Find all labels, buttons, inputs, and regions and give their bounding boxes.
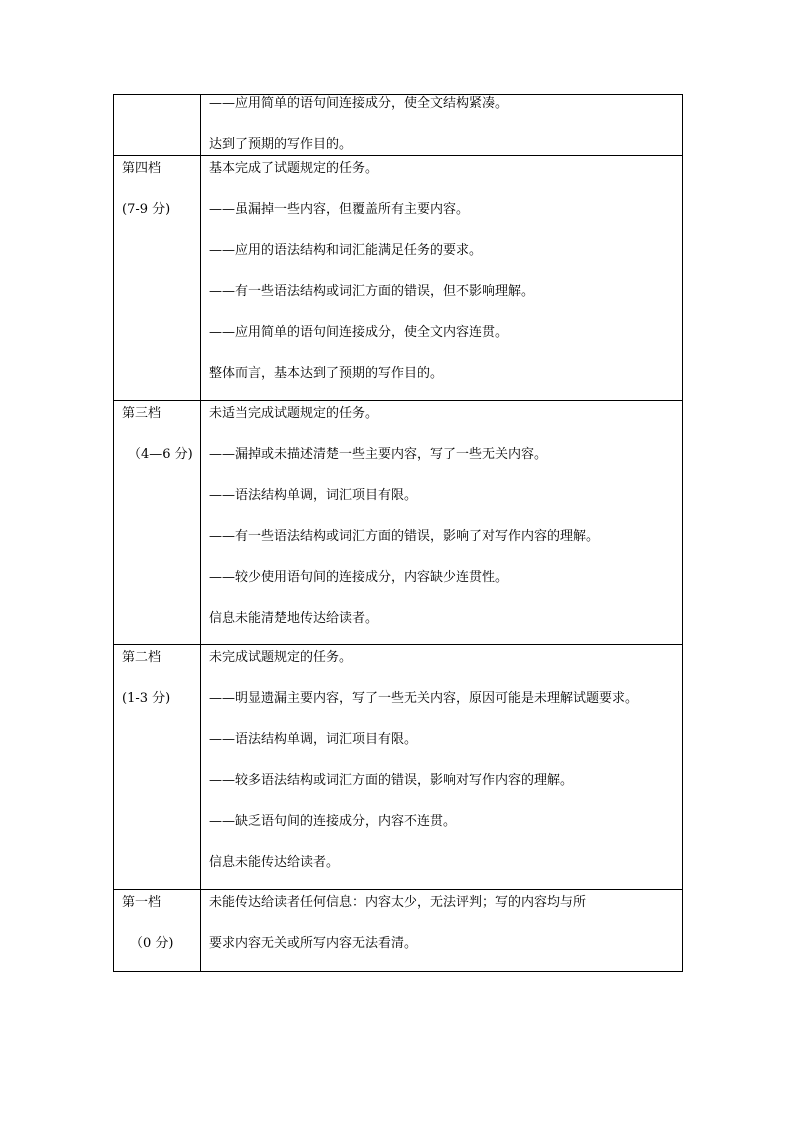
grade-cell xyxy=(114,645,201,890)
rubric-line: ——语法结构单调，词汇项目有限。 xyxy=(209,488,418,503)
rubric-line: 信息未能传达给读者。 xyxy=(209,855,340,870)
rubric-line: ——虽漏掉一些内容，但覆盖所有主要内容。 xyxy=(209,202,470,217)
description-cell xyxy=(201,95,683,156)
rubric-line: ——有一些语法结构或词汇方面的错误，但不影响理解。 xyxy=(209,284,535,299)
table-row xyxy=(114,645,683,890)
rubric-line: 未能传达给读者任何信息：内容太少，无法评判；写的内容均与所 xyxy=(209,895,587,910)
rubric-line: ——应用简单的语句间连接成分，使全文内容连贯。 xyxy=(209,325,509,340)
description-cell xyxy=(201,401,683,645)
grade-cell xyxy=(114,156,201,401)
grade-name: 第四档 xyxy=(122,161,162,176)
grade-cell xyxy=(114,95,201,156)
rubric-line: 未适当完成试题规定的任务。 xyxy=(209,406,379,421)
description-cell xyxy=(201,156,683,401)
grade-score: （0 分) xyxy=(130,936,174,951)
rubric-line: ——较多语法结构或词汇方面的错误，影响对写作内容的理解。 xyxy=(209,773,574,788)
rubric-line: ——缺乏语句间的连接成分，内容不连贯。 xyxy=(209,814,457,829)
description-cell xyxy=(201,890,683,972)
rubric-line: 整体而言，基本达到了预期的写作目的。 xyxy=(209,366,444,381)
rubric-line: ——较少使用语句间的连接成分，内容缺少连贯性。 xyxy=(209,570,509,585)
rubric-line: ——应用简单的语句间连接成分，使全文结构紧凑。 xyxy=(209,96,509,111)
rubric-line: ——有一些语法结构或词汇方面的错误，影响了对写作内容的理解。 xyxy=(209,529,600,544)
rubric-line: 达到了预期的写作目的。 xyxy=(209,137,353,152)
description-cell xyxy=(201,645,683,890)
table-row xyxy=(114,890,683,972)
grade-score: (1-3 分) xyxy=(122,691,171,706)
rubric-line: ——明显遗漏主要内容，写了一些无关内容，原因可能是未理解试题要求。 xyxy=(209,691,639,706)
grade-cell xyxy=(114,890,201,972)
grade-score: (7-9 分) xyxy=(122,202,171,217)
grade-name: 第一档 xyxy=(122,895,162,910)
table-row xyxy=(114,401,683,645)
table-row xyxy=(114,156,683,401)
rubric-line: ——漏掉或未描述清楚一些主要内容，写了一些无关内容。 xyxy=(209,447,548,462)
grade-name: 第二档 xyxy=(122,650,162,665)
scoring-rubric-table xyxy=(113,94,683,972)
grade-name: 第三档 xyxy=(122,406,162,421)
rubric-line: 信息未能清楚地传达给读者。 xyxy=(209,611,379,626)
rubric-line: 未完成试题规定的任务。 xyxy=(209,650,353,665)
rubric-line: 基本完成了试题规定的任务。 xyxy=(209,161,379,176)
grade-score: （4—6 分) xyxy=(128,447,193,462)
grade-cell xyxy=(114,401,201,645)
rubric-line: ——应用的语法结构和词汇能满足任务的要求。 xyxy=(209,243,483,258)
rubric-line: ——语法结构单调，词汇项目有限。 xyxy=(209,732,418,747)
rubric-line: 要求内容无关或所写内容无法看清。 xyxy=(209,936,418,951)
table-row xyxy=(114,95,683,156)
